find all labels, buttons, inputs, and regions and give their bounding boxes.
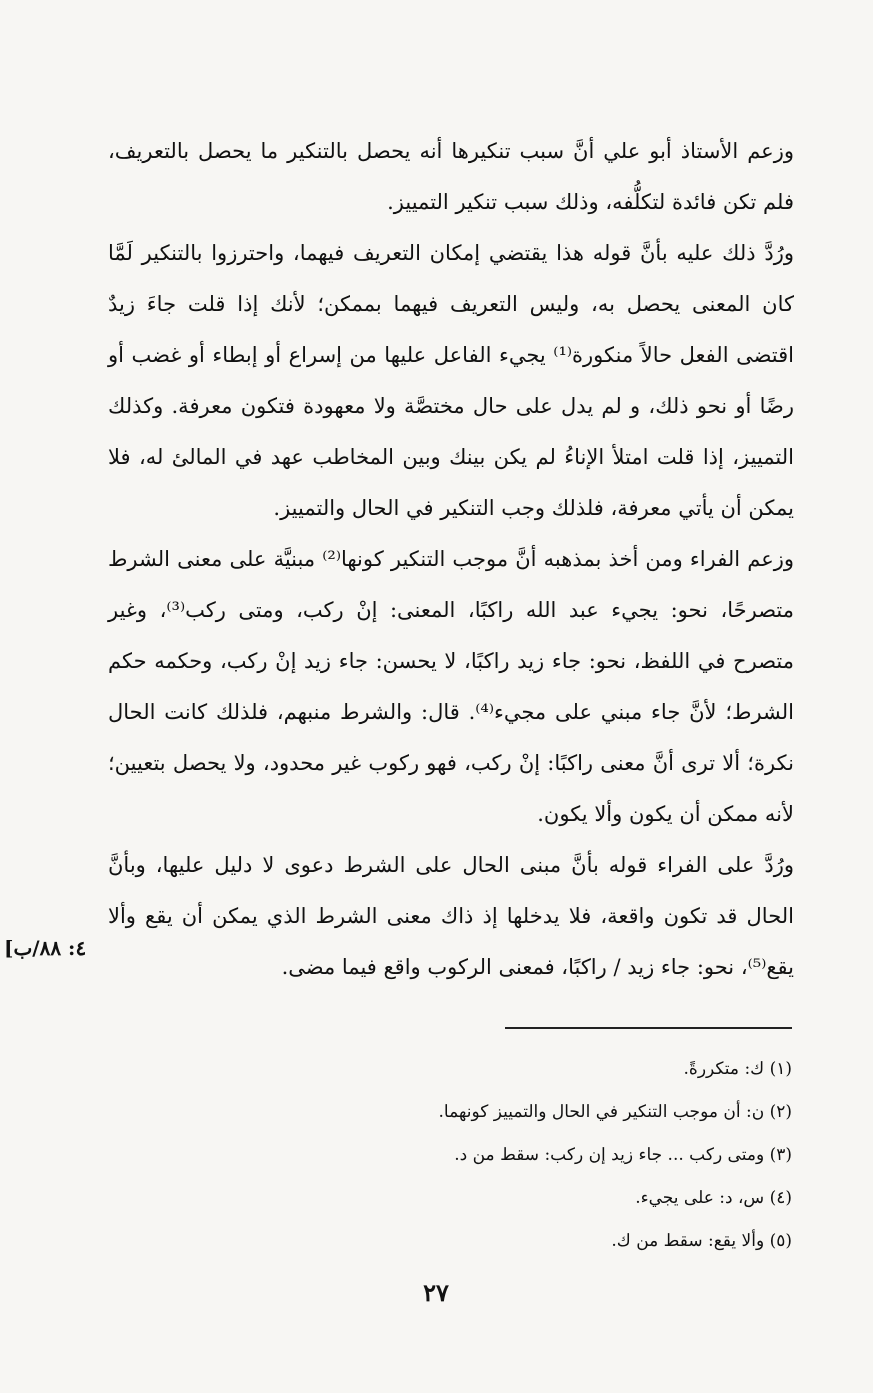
manuscript-folio-reference: [٤: ٨٨/ب xyxy=(4,936,87,960)
footnote-2: (٢) ن: أن موجب التنكير في الحال والتمييز كونهما. xyxy=(438,1102,792,1122)
paragraph-1: وزعم الأستاذ أبو علي أنَّ سبب تنكيرها أنه يحصل بالتنكير ما يحصل بالتعريف، فلم تكن فائدة لتكلُّفه، وذلك سبب تنكير التمييز. xyxy=(108,139,794,214)
footnote-5: (٥) وألا يقع: سقط من ك. xyxy=(611,1231,792,1251)
paragraph-2: ورُدَّ ذلك عليه بأنَّ قوله هذا يقتضي إمكان التعريف فيهما، واحترزوا بالتنكير لَمَّا كان المعنى يحصل به، وليس التعريف فيهما بممكن؛ لأنك إذا قلت جاءَ زيدٌ اقتضى الفعل حالاً منكورة⁽¹⁾ يجيء الفاعل عليها من إسراع أو إبطاء أو غضب أو رضًا أو نحو ذلك، و لم يدل على حال مختصَّة ولا معهودة فتكون معرفة. وكذلك التمييز، إذا قلت امتلأ الإناءُ لم يكن بينك وبين المخاطب عهد في المالئ له، فلا يمكن أن يأتي معرفة، فلذلك وجب التنكير في الحال والتمييز. xyxy=(108,241,794,520)
paragraph-4: ورُدَّ على الفراء قوله بأنَّ مبنى الحال على الشرط دعوى لا دليل عليها، وبأنَّ الحال قد تكون واقعة، فلا يدخلها إذ ذاك معنى الشرط الذي يمكن أن يقع وألا يقع⁽⁵⁾، نحو: جاء زيد / راكبًا، فمعنى الركوب واقع فيما مضى. xyxy=(108,853,794,979)
page-number: ٢٧ xyxy=(423,1278,449,1307)
footnotes xyxy=(300,1048,792,1263)
main-text xyxy=(108,126,794,993)
footnote-3: (٣) ومتى ركب ... جاء زيد إن ركب: سقط من د. xyxy=(454,1145,792,1165)
paragraph-3: وزعم الفراء ومن أخذ بمذهبه أنَّ موجب التنكير كونها⁽²⁾ مبنيَّة على معنى الشرط متصرحًا، نحو: يجيء عبد الله راكبًا، المعنى: إنْ ركب، ومتى ركب⁽³⁾، وغير متصرح في اللفظ، نحو: جاء زيد راكبًا، لا يحسن: جاء زيد إنْ ركب، وحكمه حكم الشرط؛ لأنَّ جاء مبني على مجيء⁽⁴⁾. قال: والشرط منبهم، فلذلك كانت الحال نكرة؛ ألا ترى أنَّ معنى راكبًا: إنْ ركب، فهو ركوب غير محدود، ولا يحصل بتعيين؛ لأنه ممكن أن يكون وألا يكون. xyxy=(108,547,795,826)
footnote-1: (١) ك: متكررةً. xyxy=(683,1059,792,1079)
footnote-divider xyxy=(505,1027,792,1029)
footnote-4: (٤) س، د: على يجيء. xyxy=(635,1188,792,1208)
